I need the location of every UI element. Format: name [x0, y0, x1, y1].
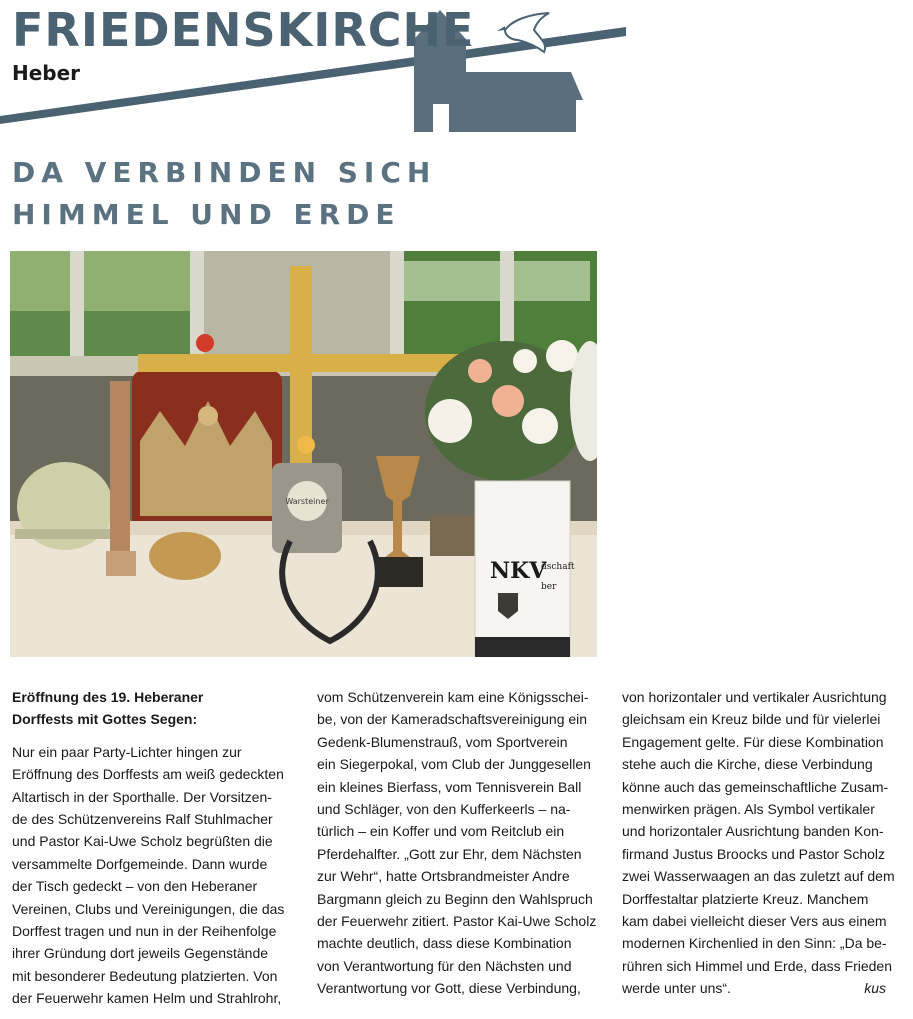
author-signature: kus — [864, 980, 886, 997]
lead-line-2: Dorffests mit Gottes Segen: — [12, 711, 198, 728]
text-line: gleichsam ein Kreuz bilde und für vielerlei — [622, 711, 881, 728]
headline-line-2: HIMMEL UND ERDE — [12, 198, 401, 231]
nozzle — [110, 381, 130, 571]
column-3-text — [622, 686, 904, 977]
text-line: Altartisch in der Sporthalle. Der Vorsitzen- — [12, 788, 272, 805]
text-line: der Feuerwehr kamen Helm und Strahlrohr, — [12, 990, 282, 1007]
text-line: stehe auch die Kirche, diese Verbindung — [622, 756, 873, 773]
text-line: be, von der Kameradschaftsvereinigung ein — [317, 711, 588, 728]
bowl — [149, 532, 221, 580]
text-line: versammelte Dorfgemeinde. Dann wurde — [12, 855, 268, 872]
text-line: Eröffnung des Dorffests am weiß gedeckten — [12, 766, 284, 783]
article-photo — [10, 251, 597, 657]
text-line: de des Schützenvereins Ralf Stuhlmacher — [12, 811, 273, 828]
text-line: firmand Justus Broocks und Pastor Scholz — [622, 845, 886, 862]
final-line — [622, 977, 904, 999]
masthead-title: FRIEDENSKIRCHE — [12, 3, 475, 57]
text-line: könne auch das gemeinschaftliche Zusam- — [622, 778, 889, 795]
text-line: Gedenk-Blumenstrauß, vom Sportverein — [317, 733, 568, 750]
text-line: und horizontaler Ausrichtung banden Kon- — [622, 823, 884, 840]
text-line: rühren sich Himmel und Erde, dass Frieden — [622, 957, 893, 974]
flower-bouquet — [425, 340, 585, 481]
article-column-2 — [317, 686, 604, 1000]
text-line: machte deutlich, dass diese Kombination — [317, 935, 572, 952]
text-line: werde unter uns“. — [622, 980, 731, 997]
text-line: ein kleines Bierfass, vom Tennisverein Ball — [317, 778, 582, 795]
article-column-3 — [622, 686, 904, 1000]
text-line: Nur ein paar Party-Lichter hingen zur — [12, 743, 242, 760]
banner-label-nkv: NKV — [490, 558, 547, 584]
column-1-text — [12, 741, 297, 1010]
headline-line-1: DA VERBINDEN SICH — [12, 156, 437, 189]
text-line: Bargmann gleich zu Beginn den Wahlspruch — [317, 890, 593, 907]
text-line: Dorffest tragen und nun in der Reihenfolge — [12, 923, 277, 940]
text-line: von Verantwortung für den Nächsten und — [317, 957, 572, 974]
article-headline — [12, 152, 572, 236]
cross-horizontal — [138, 354, 468, 372]
text-line: ihrer Gründung dort jeweils Gegenstände — [12, 945, 269, 962]
text-line: türlich – ein Koffer und vom Reitclub ein — [317, 823, 565, 840]
text-line: vom Schützenverein kam eine Königsschei- — [317, 689, 589, 705]
text-line: mit besonderer Bedeutung platzierten. Von — [12, 967, 278, 984]
text-line: Dorffestaltar platzierte Kreuz. Manchem — [622, 890, 869, 907]
keg-label: Warsteiner — [285, 497, 329, 506]
text-line: Engagement gelte. Für diese Kombination — [622, 733, 884, 750]
column-2-text — [317, 686, 604, 1000]
text-line: der Tisch gedeckt – von den Heberaner — [12, 878, 258, 895]
banner-label-ber: ber — [541, 582, 557, 592]
text-line: Vereinen, Clubs und Vereinigungen, die das — [12, 900, 285, 917]
text-line: modernen Kirchenlied in den Sinn: „Da be- — [622, 935, 887, 952]
text-line: und Pastor Kai-Uwe Scholz begrüßten die — [12, 833, 273, 850]
text-line: von horizontaler und vertikaler Ausrichtung — [622, 689, 887, 705]
masthead-subtitle: Heber — [12, 61, 81, 85]
text-line: zur Wehr“, hatte Ortsbrandmeister Andre — [317, 868, 570, 885]
text-line: Verantwortung vor Gott, diese Verbindung, — [317, 980, 581, 997]
text-line: Pferdehalfter. „Gott zur Ehr, dem Nächsten — [317, 845, 582, 862]
text-line: und Schläger, von den Kufferkeerls – na- — [317, 801, 571, 818]
text-line: zwei Wasserwaagen an das zuletzt auf dem — [622, 868, 895, 885]
banner-label-schaft: dschaft — [541, 562, 575, 572]
article-lead — [12, 686, 297, 731]
lead-line-1: Eröffnung des 19. Heberaner — [12, 689, 204, 705]
text-line: der Feuerwehr zitiert. Pastor Kai-Uwe Scholz — [317, 913, 597, 930]
text-line: kam dabei vielleicht dieser Vers aus einem — [622, 913, 887, 930]
text-line: ein Siegerpokal, vom Club der Junggesellen — [317, 756, 591, 773]
suitcase — [430, 516, 482, 556]
text-line: menwirken prägen. Als Symbol vertikaler — [622, 801, 875, 818]
article-column-1 — [12, 686, 297, 1010]
